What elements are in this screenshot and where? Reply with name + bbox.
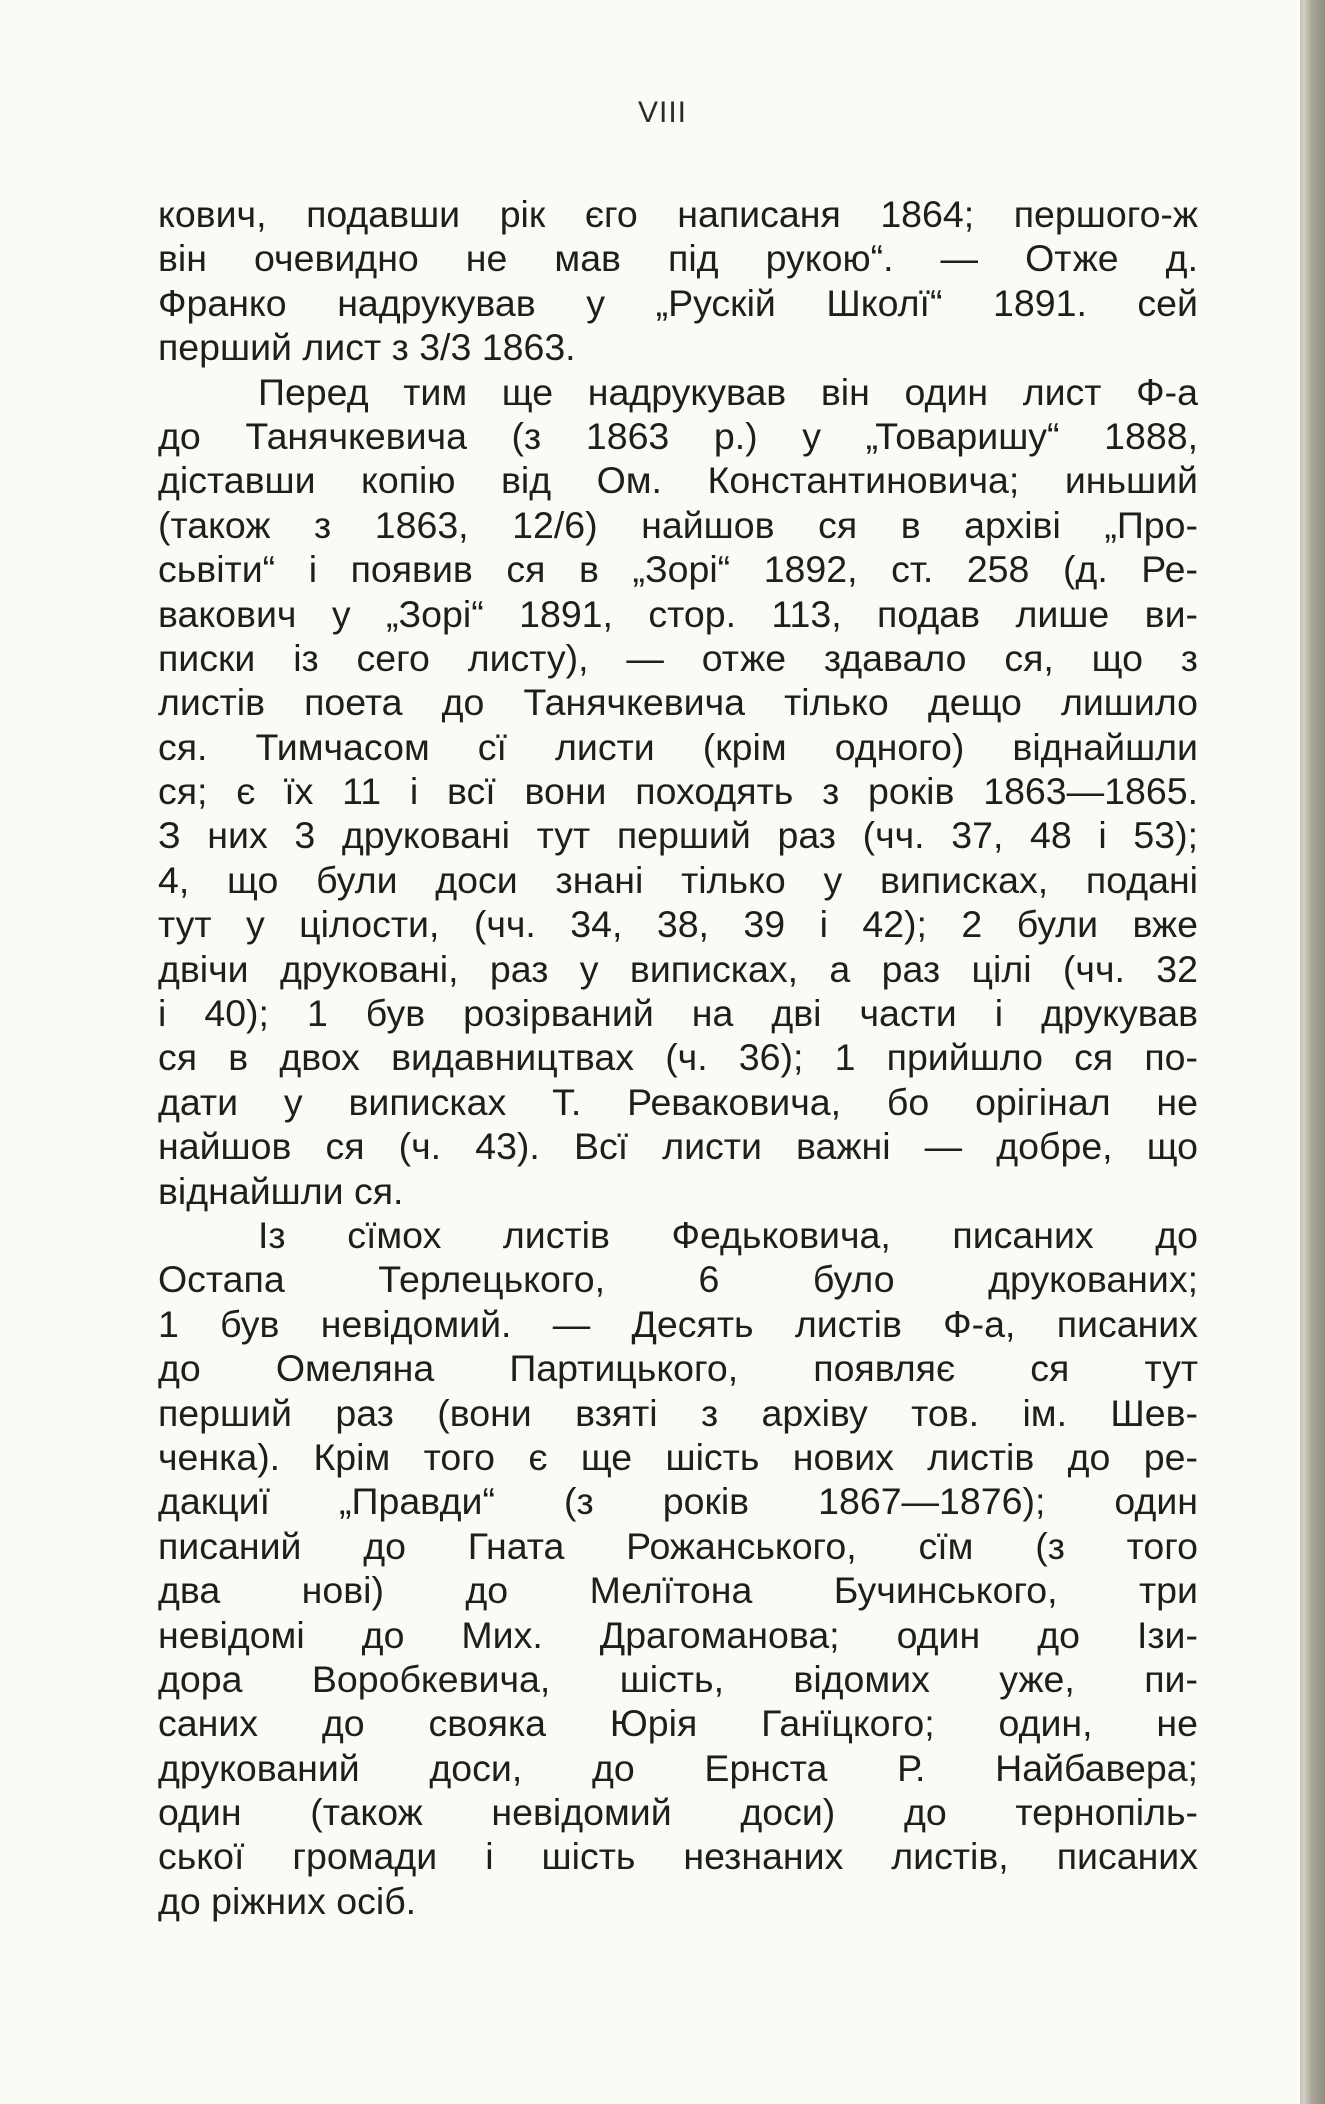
text-line: тут у цілости, (чч. 34, 38, 39 і 42); 2 були вже bbox=[158, 903, 1198, 946]
text-line: діставши копію від Ом. Константиновича; иньший bbox=[158, 459, 1198, 502]
text-line: листів поета до Танячкевича тілько дещо лишило bbox=[158, 681, 1198, 724]
text-line: вакович у „Зорі“ 1891, стор. 113, подав лише ви- bbox=[158, 592, 1198, 635]
text-line: кович, подавши рік єго написаня 1864; першого-ж bbox=[158, 193, 1198, 235]
text-line: Перед тим ще надрукував він один лист Ф-а bbox=[258, 370, 1198, 413]
text-line: ченка). Крім того є ще шість нових листів до ре- bbox=[158, 1435, 1198, 1478]
text-line: ся; є їх 11 і всї вони походять з років 1863—1865. bbox=[158, 770, 1198, 813]
text-line: до ріжних осіб. bbox=[158, 1879, 417, 1922]
text-line: Остапа Терлецького, 6 було друкованих; bbox=[158, 1258, 1198, 1301]
text-line: найшов ся (ч. 43). Всї листи важні — добре, що bbox=[158, 1125, 1198, 1168]
text-line: З них 3 друковані тут перший раз (чч. 37, 48 і 53); bbox=[158, 814, 1198, 857]
text-line: сьвіти“ і появив ся в „Зорі“ 1892, ст. 258 (д. Ре- bbox=[158, 548, 1198, 591]
text-line: віднайшли ся. bbox=[158, 1169, 404, 1212]
text-line: дора Воробкевича, шість, відомих уже, пи- bbox=[158, 1657, 1198, 1700]
text-line: писки із сего листу), — отже здавало ся, що з bbox=[158, 636, 1198, 679]
text-line: писаний до Гната Рожанського, сїм (з того bbox=[158, 1524, 1198, 1567]
text-line: Із сїмох листів Федьковича, писаних до bbox=[258, 1213, 1198, 1256]
text-line: Франко надрукував у „Рускій Школї“ 1891. сей bbox=[158, 281, 1198, 324]
text-line: 1 був невідомий. — Десять листів Ф-а, писаних bbox=[158, 1302, 1198, 1345]
text-line: двічи друковані, раз у виписках, а раз цілі (чч. 32 bbox=[158, 947, 1198, 990]
text-line: ся. Тимчасом сї листи (крім одного) віднайшли bbox=[158, 725, 1198, 768]
text-line: дати у виписках Т. Реваковича, бо орігінал не bbox=[158, 1080, 1198, 1123]
body-text bbox=[158, 192, 1198, 1923]
page-number: VIII bbox=[637, 96, 687, 129]
text-line: (також з 1863, 12/6) найшов ся в архіві „Про- bbox=[158, 503, 1198, 546]
text-line: до Омеляна Партицького, появляє ся тут bbox=[158, 1347, 1198, 1390]
text-line: один (також невідомий доси) до тернопіль- bbox=[158, 1791, 1198, 1834]
text-line: перший лист з 3/3 1863. bbox=[158, 326, 576, 369]
text-line: дакциї „Правди“ (з років 1867—1876); один bbox=[158, 1480, 1198, 1523]
text-line: до Танячкевича (з 1863 р.) у „Товаришу“ 1888, bbox=[158, 414, 1198, 457]
text-line: і 40); 1 був розірваний на дві части і друкував bbox=[158, 992, 1198, 1035]
text-line: він очевидно не мав під рукою“. — Отже д. bbox=[158, 237, 1198, 280]
text-line: невідомі до Мих. Драгоманова; один до Ізи- bbox=[158, 1613, 1198, 1656]
text-line: друкований доси, до Ернста Р. Найбавера; bbox=[158, 1746, 1198, 1789]
text-line: 4, що були доси знані тілько у виписках, подані bbox=[158, 858, 1198, 901]
text-line: перший раз (вони взяті з архіву тов. ім. Шев- bbox=[158, 1391, 1198, 1434]
text-line: саних до свояка Юрія Ганїцкого; один, не bbox=[158, 1702, 1198, 1745]
text-line: два нові) до Мелїтона Бучинського, три bbox=[158, 1569, 1198, 1612]
text-line: ся в двох видавництвах (ч. 36); 1 прийшло ся по- bbox=[158, 1036, 1198, 1079]
text-line: ської громади і шість незнаних листів, писаних bbox=[158, 1835, 1198, 1878]
page-edge bbox=[1303, 0, 1325, 2104]
